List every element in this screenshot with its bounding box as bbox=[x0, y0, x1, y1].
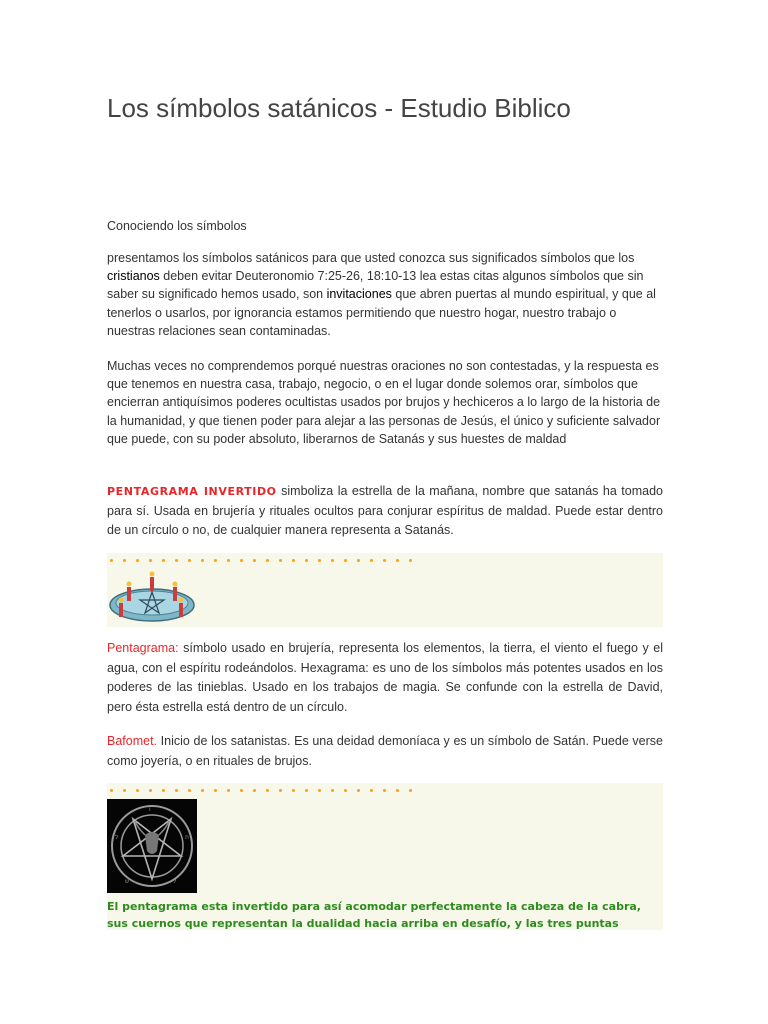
pentagram-image-box bbox=[107, 553, 663, 627]
svg-text:ו: ו bbox=[149, 806, 151, 813]
pentagrama-invertido-label: PENTAGRAMA INVERTIDO bbox=[107, 485, 277, 498]
page-title: Los símbolos satánicos - Estudio Biblico bbox=[107, 93, 571, 123]
bafomet-paragraph bbox=[107, 732, 663, 771]
svg-text:ל: ל bbox=[173, 878, 177, 885]
decorative-dot-row bbox=[110, 559, 412, 567]
cristianos-link[interactable]: cristianos bbox=[107, 269, 160, 284]
decorative-dot-row bbox=[110, 789, 412, 797]
pentagrama-text: símbolo usado en brujería, representa los elementos, la tierra, el viento el fuego y el agua, con el espíritu rodeándolos. Hexagrama: es uno de los símbolos más potentes usados en los poderes de las tinieblas. Usado en los trabajos de magia. Se confunde con la estrella de David, pero ésta estrella está dentro de un círculo. bbox=[107, 641, 663, 714]
section-subtitle: Conociendo los símbolos bbox=[107, 219, 247, 233]
invitaciones-link[interactable]: invitaciones bbox=[326, 287, 392, 302]
baphomet-image-box bbox=[107, 783, 663, 930]
pentagrama-paragraph bbox=[107, 639, 663, 717]
pentagram-candles-image bbox=[107, 569, 197, 625]
baphomet-seal-image bbox=[107, 799, 197, 893]
baphomet-caption: El pentagrama esta invertido para así acomodar perfectamente la cabeza de la cabra, sus cuernos que representan la dualidad hacia arriba en desafío, y las tres puntas bbox=[107, 900, 641, 930]
svg-text:ש: ש bbox=[125, 878, 130, 885]
pentagrama-invertido-text: simboliza la estrella de la mañana, nombre que satanás ha tomado para sí. Usada en brujería y rituales ocultos para conjurar espíritus de maldad. Puede estar dentro de un círculo o no, de cualquier manera representa a Satanás. bbox=[107, 484, 663, 537]
intro-text-2: deben evitar Deuteronomio 7:25-26, 18:10-13 lea estas citas algunos símbolos que sin saber su significado hemos usado, son bbox=[107, 269, 644, 302]
prayer-paragraph: Muchas veces no comprendemos porqué nuestras oraciones no son contestadas, y la respuesta es que tenemos en nuestra casa, trabajo, negocio, o en el lugar donde solemos orar, símbolos que encierran antiquísimos poderes ocultistas usados por brujos y hechiceros a lo largo de la historia de la humanidad, y que tienen poder para alejar a las personas de Jesús, el único y suficiente salvador que puede, con su poder absoluto, liberarnos de Satanás y sus huestes de maldad bbox=[107, 359, 661, 446]
pentagrama-label: Pentagrama: bbox=[107, 641, 179, 655]
svg-text:ת: ת bbox=[185, 834, 189, 841]
svg-text:ל: ל bbox=[115, 834, 119, 841]
bafomet-text: Inicio de los satanistas. Es una deidad demoníaca y es un símbolo de Satán. Puede verse como joyería, o en rituales de brujos. bbox=[107, 734, 663, 768]
intro-text-3: que abren puertas al mundo espiritual, y que al tenerlos o usarlos, por ignorancia estamos permitiendo que nuestro hogar, nuestro trabajo o nuestras relaciones sean contaminadas. bbox=[107, 287, 656, 338]
bafomet-label: Bafomet. bbox=[107, 734, 158, 748]
intro-text-1: presentamos los símbolos satánicos para que usted conozca sus significados símbolos que los bbox=[107, 251, 635, 265]
pentagrama-invertido-paragraph bbox=[107, 482, 663, 541]
intro-paragraph bbox=[107, 249, 663, 340]
